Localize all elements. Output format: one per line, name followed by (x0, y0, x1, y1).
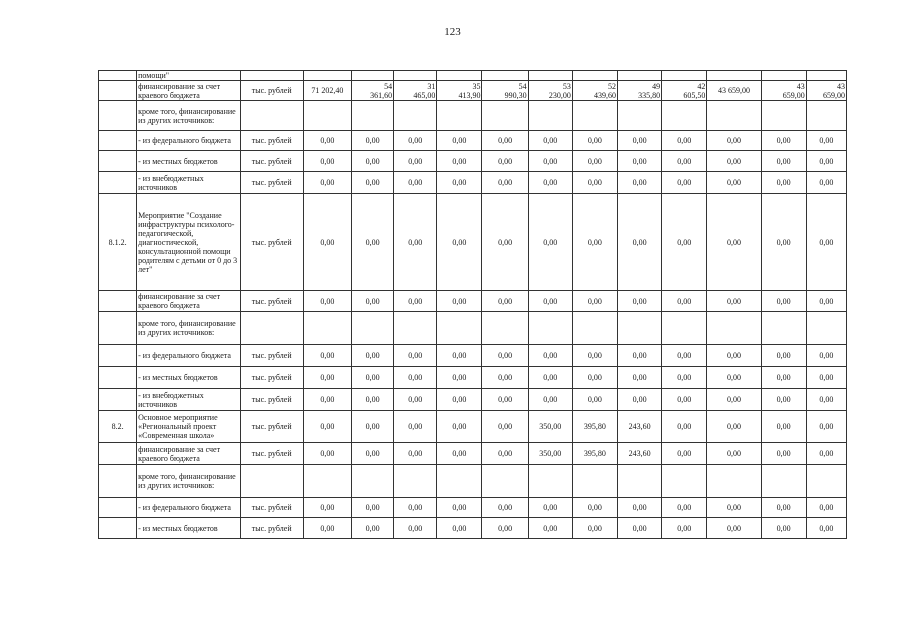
value-cell: 0,00 (394, 172, 437, 194)
value-cell: 0,00 (303, 172, 351, 194)
row-description: - из местных бюджетов (137, 367, 240, 389)
value-cell: 0,00 (351, 443, 393, 465)
value-cell (618, 465, 662, 498)
row-description: - из внебюджетных источников (137, 389, 240, 411)
value-cell: 0,00 (662, 498, 707, 518)
value-cell (482, 312, 528, 345)
value-cell: 0,00 (806, 367, 846, 389)
value-cell (618, 71, 662, 81)
value-cell: 0,00 (761, 411, 806, 443)
value-cell: 0,00 (806, 389, 846, 411)
value-cell: 0,00 (482, 498, 528, 518)
value-cell: 0,00 (303, 443, 351, 465)
value-cell: 0,00 (572, 518, 617, 539)
row-index: 8.2. (99, 411, 137, 443)
table-row (99, 389, 847, 411)
table-row (99, 172, 847, 194)
value-cell: 0,00 (351, 389, 393, 411)
value-cell (482, 71, 528, 81)
value-cell: 0,00 (618, 518, 662, 539)
value-cell: 0,00 (618, 172, 662, 194)
value-cell (806, 312, 846, 345)
value-cell: 0,00 (351, 411, 393, 443)
value-cell: 0,00 (662, 411, 707, 443)
value-cell: 243,60 (618, 443, 662, 465)
value-cell: 0,00 (572, 194, 617, 291)
value-cell (394, 465, 437, 498)
value-cell: 0,00 (528, 345, 572, 367)
row-description: финансирование за счет краевого бюджета (137, 81, 240, 101)
value-cell: 0,00 (528, 389, 572, 411)
table-row (99, 71, 847, 81)
value-cell: 42 605,50 (662, 81, 707, 101)
value-cell: 0,00 (761, 367, 806, 389)
value-cell: 0,00 (303, 131, 351, 151)
value-cell: 0,00 (572, 367, 617, 389)
row-description: Мероприятие "Создание инфраструктуры психолого-педагогической, диагностической, консультационной помощи родителям с детьми от 0 до 3 лет" (137, 194, 240, 291)
table-row (99, 518, 847, 539)
value-cell: 395,80 (572, 411, 617, 443)
value-cell: 0,00 (482, 443, 528, 465)
value-cell: 0,00 (618, 367, 662, 389)
value-cell (351, 465, 393, 498)
row-unit: тыс. рублей (240, 518, 303, 539)
row-description: - из местных бюджетов (137, 518, 240, 539)
value-cell: 0,00 (482, 389, 528, 411)
value-cell: 54 361,60 (351, 81, 393, 101)
value-cell: 0,00 (761, 172, 806, 194)
value-cell: 52 439,60 (572, 81, 617, 101)
value-cell: 0,00 (394, 345, 437, 367)
value-cell (806, 101, 846, 131)
value-cell: 49 335,80 (618, 81, 662, 101)
value-cell: 0,00 (351, 518, 393, 539)
value-cell: 0,00 (662, 389, 707, 411)
table-row (99, 131, 847, 151)
value-cell: 0,00 (618, 151, 662, 172)
value-cell: 243,60 (618, 411, 662, 443)
value-cell: 0,00 (394, 389, 437, 411)
value-cell: 0,00 (482, 172, 528, 194)
value-cell: 0,00 (707, 151, 761, 172)
value-cell: 0,00 (707, 131, 761, 151)
value-cell: 0,00 (528, 498, 572, 518)
value-cell (303, 465, 351, 498)
value-cell: 0,00 (806, 518, 846, 539)
row-index (99, 367, 137, 389)
row-description: кроме того, финансирование из других источников: (137, 312, 240, 345)
value-cell: 0,00 (662, 194, 707, 291)
table-body (99, 71, 847, 539)
value-cell: 0,00 (437, 443, 482, 465)
value-cell: 0,00 (437, 131, 482, 151)
value-cell: 0,00 (482, 518, 528, 539)
value-cell: 0,00 (351, 151, 393, 172)
row-description: финансирование за счет краевого бюджета (137, 443, 240, 465)
row-unit (240, 101, 303, 131)
value-cell: 0,00 (303, 151, 351, 172)
value-cell (482, 465, 528, 498)
value-cell: 0,00 (437, 172, 482, 194)
row-unit: тыс. рублей (240, 81, 303, 101)
row-description: кроме того, финансирование из других источников: (137, 465, 240, 498)
value-cell (303, 312, 351, 345)
table-row (99, 151, 847, 172)
value-cell (303, 101, 351, 131)
row-unit: тыс. рублей (240, 172, 303, 194)
value-cell: 0,00 (618, 194, 662, 291)
value-cell: 0,00 (394, 131, 437, 151)
value-cell: 0,00 (707, 291, 761, 312)
table-row (99, 443, 847, 465)
value-cell (437, 312, 482, 345)
value-cell: 0,00 (806, 131, 846, 151)
value-cell (618, 101, 662, 131)
row-index (99, 131, 137, 151)
value-cell: 0,00 (303, 367, 351, 389)
row-unit: тыс. рублей (240, 411, 303, 443)
value-cell: 0,00 (303, 389, 351, 411)
row-index (99, 172, 137, 194)
value-cell: 0,00 (437, 194, 482, 291)
row-description: Основное мероприятие «Региональный проект «Современная школа» (137, 411, 240, 443)
row-index (99, 81, 137, 101)
value-cell: 0,00 (707, 172, 761, 194)
value-cell (572, 101, 617, 131)
row-description: финансирование за счет краевого бюджета (137, 291, 240, 312)
row-unit: тыс. рублей (240, 131, 303, 151)
value-cell (351, 312, 393, 345)
value-cell: 0,00 (351, 131, 393, 151)
value-cell (528, 312, 572, 345)
value-cell: 0,00 (761, 345, 806, 367)
value-cell: 0,00 (806, 443, 846, 465)
row-unit: тыс. рублей (240, 498, 303, 518)
value-cell (528, 465, 572, 498)
value-cell (394, 312, 437, 345)
value-cell: 0,00 (351, 367, 393, 389)
row-unit: тыс. рублей (240, 291, 303, 312)
value-cell: 0,00 (303, 498, 351, 518)
row-unit (240, 312, 303, 345)
value-cell (618, 312, 662, 345)
table-row (99, 367, 847, 389)
value-cell: 0,00 (618, 291, 662, 312)
value-cell: 0,00 (761, 131, 806, 151)
row-index (99, 312, 137, 345)
value-cell: 0,00 (351, 172, 393, 194)
value-cell (437, 101, 482, 131)
row-unit: тыс. рублей (240, 194, 303, 291)
value-cell: 0,00 (437, 518, 482, 539)
row-index (99, 443, 137, 465)
value-cell: 0,00 (707, 518, 761, 539)
value-cell: 0,00 (437, 498, 482, 518)
value-cell: 0,00 (528, 518, 572, 539)
value-cell: 0,00 (761, 518, 806, 539)
value-cell (572, 71, 617, 81)
value-cell: 0,00 (662, 151, 707, 172)
value-cell (707, 312, 761, 345)
value-cell: 0,00 (662, 345, 707, 367)
value-cell: 0,00 (806, 411, 846, 443)
row-description: - из местных бюджетов (137, 151, 240, 172)
value-cell: 0,00 (303, 291, 351, 312)
row-index (99, 291, 137, 312)
value-cell: 0,00 (806, 498, 846, 518)
value-cell: 0,00 (482, 151, 528, 172)
value-cell (482, 101, 528, 131)
value-cell: 0,00 (437, 291, 482, 312)
value-cell (303, 71, 351, 81)
value-cell (394, 71, 437, 81)
value-cell: 0,00 (707, 389, 761, 411)
value-cell: 0,00 (572, 131, 617, 151)
value-cell: 53 230,00 (528, 81, 572, 101)
value-cell (761, 312, 806, 345)
row-index (99, 498, 137, 518)
value-cell: 0,00 (437, 389, 482, 411)
row-index (99, 345, 137, 367)
row-unit: тыс. рублей (240, 367, 303, 389)
value-cell: 0,00 (528, 194, 572, 291)
value-cell: 0,00 (572, 345, 617, 367)
table-row (99, 81, 847, 101)
row-unit: тыс. рублей (240, 345, 303, 367)
row-unit (240, 465, 303, 498)
value-cell: 43 659,00 (761, 81, 806, 101)
value-cell: 0,00 (394, 367, 437, 389)
value-cell: 0,00 (437, 411, 482, 443)
value-cell: 0,00 (572, 151, 617, 172)
value-cell (394, 101, 437, 131)
value-cell: 0,00 (707, 367, 761, 389)
value-cell: 0,00 (618, 498, 662, 518)
row-index (99, 71, 137, 81)
budget-table (98, 70, 847, 539)
value-cell: 0,00 (394, 291, 437, 312)
row-description: помощи" (137, 71, 240, 81)
value-cell (806, 71, 846, 81)
value-cell: 0,00 (394, 151, 437, 172)
value-cell: 0,00 (662, 131, 707, 151)
value-cell: 0,00 (394, 498, 437, 518)
table-row (99, 411, 847, 443)
value-cell: 0,00 (761, 194, 806, 291)
value-cell: 0,00 (437, 345, 482, 367)
value-cell: 0,00 (707, 194, 761, 291)
value-cell: 0,00 (572, 172, 617, 194)
table-row (99, 498, 847, 518)
row-index (99, 389, 137, 411)
value-cell: 0,00 (394, 518, 437, 539)
value-cell: 0,00 (482, 194, 528, 291)
value-cell: 0,00 (482, 131, 528, 151)
row-unit: тыс. рублей (240, 389, 303, 411)
value-cell (572, 465, 617, 498)
value-cell: 0,00 (437, 367, 482, 389)
value-cell (437, 465, 482, 498)
value-cell: 0,00 (572, 389, 617, 411)
value-cell: 0,00 (806, 345, 846, 367)
value-cell: 0,00 (662, 172, 707, 194)
value-cell: 54 990,30 (482, 81, 528, 101)
value-cell: 0,00 (303, 194, 351, 291)
value-cell: 0,00 (662, 518, 707, 539)
value-cell: 0,00 (303, 345, 351, 367)
value-cell (761, 465, 806, 498)
value-cell: 0,00 (761, 443, 806, 465)
table-row (99, 345, 847, 367)
row-index: 8.1.2. (99, 194, 137, 291)
value-cell: 0,00 (572, 498, 617, 518)
value-cell: 0,00 (761, 151, 806, 172)
value-cell: 0,00 (761, 291, 806, 312)
value-cell: 0,00 (806, 194, 846, 291)
value-cell: 0,00 (662, 443, 707, 465)
value-cell: 0,00 (707, 498, 761, 518)
value-cell (761, 101, 806, 131)
value-cell: 0,00 (394, 411, 437, 443)
row-index (99, 101, 137, 131)
value-cell: 0,00 (351, 345, 393, 367)
value-cell: 0,00 (707, 345, 761, 367)
value-cell: 0,00 (303, 411, 351, 443)
row-unit (240, 71, 303, 81)
value-cell: 71 202,40 (303, 81, 351, 101)
row-description: - из федерального бюджета (137, 131, 240, 151)
value-cell: 350,00 (528, 411, 572, 443)
table-row (99, 291, 847, 312)
value-cell: 0,00 (806, 151, 846, 172)
value-cell: 0,00 (351, 498, 393, 518)
row-description: кроме того, финансирование из других источников: (137, 101, 240, 131)
value-cell: 350,00 (528, 443, 572, 465)
value-cell (707, 101, 761, 131)
value-cell: 0,00 (437, 151, 482, 172)
value-cell: 0,00 (351, 291, 393, 312)
value-cell: 0,00 (482, 411, 528, 443)
value-cell: 0,00 (528, 131, 572, 151)
value-cell (351, 101, 393, 131)
value-cell (662, 465, 707, 498)
value-cell: 0,00 (707, 443, 761, 465)
row-description: - из федерального бюджета (137, 345, 240, 367)
table-row (99, 194, 847, 291)
value-cell: 0,00 (394, 194, 437, 291)
value-cell: 0,00 (761, 498, 806, 518)
value-cell: 0,00 (351, 194, 393, 291)
table-row (99, 101, 847, 131)
value-cell: 0,00 (662, 367, 707, 389)
row-index (99, 151, 137, 172)
value-cell: 43 659,00 (806, 81, 846, 101)
value-cell (806, 465, 846, 498)
row-index (99, 518, 137, 539)
table-row (99, 312, 847, 345)
value-cell (707, 465, 761, 498)
value-cell (572, 312, 617, 345)
value-cell: 43 659,00 (707, 81, 761, 101)
row-description: - из федерального бюджета (137, 498, 240, 518)
value-cell: 0,00 (806, 291, 846, 312)
value-cell: 0,00 (806, 172, 846, 194)
value-cell: 0,00 (618, 131, 662, 151)
value-cell: 0,00 (662, 291, 707, 312)
row-description: - из внебюджетных источников (137, 172, 240, 194)
value-cell (662, 312, 707, 345)
value-cell: 0,00 (482, 345, 528, 367)
value-cell: 0,00 (482, 291, 528, 312)
value-cell: 0,00 (761, 389, 806, 411)
value-cell: 395,80 (572, 443, 617, 465)
value-cell (662, 71, 707, 81)
value-cell: 0,00 (528, 172, 572, 194)
value-cell: 0,00 (394, 443, 437, 465)
row-unit: тыс. рублей (240, 443, 303, 465)
value-cell: 0,00 (528, 291, 572, 312)
value-cell: 0,00 (528, 151, 572, 172)
value-cell (662, 101, 707, 131)
value-cell (437, 71, 482, 81)
row-unit: тыс. рублей (240, 151, 303, 172)
value-cell: 0,00 (303, 518, 351, 539)
value-cell (351, 71, 393, 81)
value-cell (707, 71, 761, 81)
value-cell (528, 71, 572, 81)
value-cell: 0,00 (707, 411, 761, 443)
value-cell: 0,00 (572, 291, 617, 312)
value-cell: 0,00 (618, 389, 662, 411)
value-cell: 31 465,00 (394, 81, 437, 101)
row-index (99, 465, 137, 498)
value-cell: 0,00 (618, 345, 662, 367)
value-cell (528, 101, 572, 131)
page-number: 123 (444, 26, 461, 38)
value-cell: 0,00 (482, 367, 528, 389)
value-cell: 0,00 (528, 367, 572, 389)
value-cell: 35 413,90 (437, 81, 482, 101)
value-cell (761, 71, 806, 81)
table-row (99, 465, 847, 498)
